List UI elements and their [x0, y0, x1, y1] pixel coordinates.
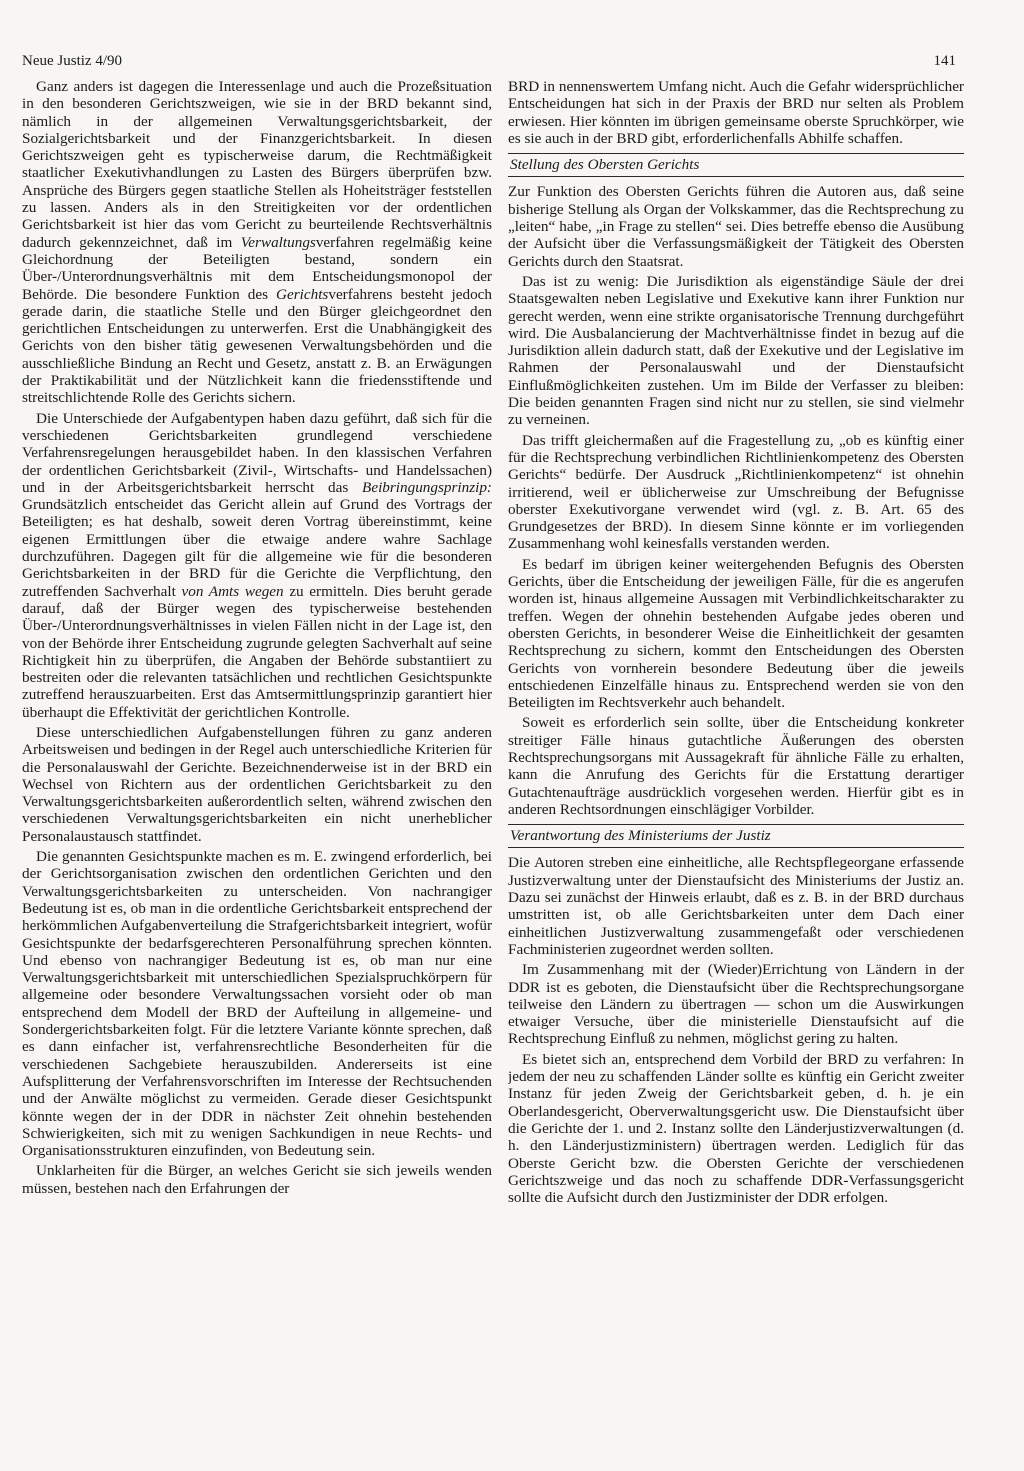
- paragraph: Es bedarf im übrigen keiner weitergehenden Befugnis des Obersten Gerichts, über die Entscheidung der jeweiligen Fälle, für die es angerufen worden ist, hinaus allgemeine Aussagen mit Verbindlichkeitscharakter zu treffen. Wegen der ohnehin bestehenden Aufgabe jedes oberen und obersten Gerichts, in besonderer Weise die Einheitlichkeit der gesamten Rechtsprechung zu sichern, kommt den Entscheidungen des Obersten Gerichts von vornherein besondere Bedeutung über die jeweils entschiedenen Einzelfälle hinaus zu. Entsprechend werden sie von den Beteiligten im Rechtsverkehr auch behandelt.: [508, 555, 964, 712]
- page-header: [22, 50, 956, 76]
- paragraph: Unklarheiten für die Bürger, an welches Gericht sie sich jeweils wenden müssen, bestehen nach den Erfahrungen der: [22, 1162, 492, 1197]
- emphasis: Gerichts: [276, 285, 329, 303]
- paragraph: Das ist zu wenig: Die Jurisdiktion als eigenständige Säule der drei Staatsgewalten neben Legislative und Exekutive kann ihrer Funktion nur gerecht werden, wenn eine strikte organisatorische Trennung durchgeführt wird. Die Ausbalancierung der Machtverhältnisse findet in bezug auf die Jurisdiktion allein dadurch statt, daß der Exekutive und der Legislative im Rahmen der Personalauswahl und der Dienstaufsicht Einflußmöglichkeiten zustehen. Um im Bilde der Verfasser zu bleiben: Die beiden genannten Fragen sind nicht nur zu stellen, sie sind vielmehr zu verneinen.: [508, 272, 964, 429]
- paragraph: Soweit es erforderlich sein sollte, über die Entscheidung konkreter streitiger Fälle hinaus gutachtliche Äußerungen des obersten Rechtsprechungsorgans mit Aussagekraft für ähnliche Fälle zu erhalten, kann die Anrufung des Gerichts für die Erstattung derartiger Gutachtenaufträge ausdrücklich vorgesehen werden. Hierfür gibt es in anderen Rechtsordnungen einschlägiger Vorbilder.: [508, 714, 964, 818]
- paragraph: Die Unterschiede der Aufgabentypen haben dazu geführt, daß sich für die verschiedenen Gerichtsbarkeiten grundlegend verschiedene Verfahrensregelungen herausgebildet haben. In den klassischen Verfahren der ordentlichen Gerichtsbarkeit (Zivil-, Wirtschafts- und Handelssachen) und in der Arbeitsgerichtsbarkeit herrscht das Beibringungsprinzip: Grundsätzlich entscheidet das Gericht allein auf Grund des Vortrags der Beteiligten; es hat deshalb, soweit deren Vortrag übereinstimmt, keine eigenen Ermittlungen über die etwaige andere wahre Sachlage durchzuführen. Dagegen gilt für die allgemeine wie für die besonderen Gerichtsbarkeiten in der BRD für die Gerichte die Verpflichtung, den zutreffenden Sachverhalt von Amts wegen zu ermitteln. Dies beruht gerade darauf, daß der Bürger wegen des typischerweise bestehenden Über-/Unterordnungsverhältnisses in vielen Fällen nicht in der Lage ist, den von der Behörde ihrer Entscheidung zugrunde gelegten Sachverhalt auf seine Richtigkeit hin zu überprüfen, die Angaben der Behörde substantiiert zu bestreiten oder die relevanten tatsächlichen und rechtlichen Gesichtspunkte zutreffend herauszuarbeiten. Erst das Amtsermittlungsprinzip garantiert hier überhaupt die Effektivität der gerichtlichen Kontrolle.: [22, 409, 492, 721]
- left-column: [22, 78, 492, 1431]
- emphasis: Verwaltungs: [240, 233, 316, 251]
- paragraph: Im Zusammenhang mit der (Wieder)Errichtung von Ländern in der DDR ist es geboten, die Dienstaufsicht über die Rechtsprechungsorgane teilweise den Ländern zu übertragen — schon um die Auswirkungen etwaiger Versuche, über die ministerielle Dienstaufsicht auf die Rechtsprechung Einfluß zu nehmen, möglichst gering zu halten.: [508, 961, 964, 1048]
- paragraph: BRD in nennenswertem Umfang nicht. Auch die Gefahr widersprüchlicher Entscheidungen hat sich in der Praxis der BRD nur selten als Problem erwiesen. Hier könnten im übrigen gemeinsame oberste Spruchkörper, wie es sie auch in der BRD gibt, erforderlichenfalls Abhilfe schaffen.: [508, 78, 964, 147]
- paragraph: Ganz anders ist dagegen die Interessenlage und auch die Prozeßsituation in den besonderen Gerichtszweigen, wie sie in der BRD bekannt sind, nämlich in der allgemeinen Verwaltungsgerichtsbarkeit, der Sozialgerichtsbarkeit und der Finanzgerichtsbarkeit. In diesen Gerichtszweigen geht es typischerweise darum, die Rechtmäßigkeit staatlicher Exekutivhandlungen zu Lasten des Bürgers überprüfen bzw. Ansprüche des Bürgers gegen staatliche Stellen als Hoheitsträger feststellen zu lassen. Anders als in den Streitigkeiten vor der ordentlichen Gerichtsbarkeit ist hier das vom Gericht zu beurteilende Rechtsverhältnis dadurch gekennzeichnet, daß im Verwaltungsverfahren regelmäßig keine Gleichordnung der Beteiligten bestand, sondern ein Über-/Unterordnungsverhältnis mit dem Entscheidungsmonopol der Behörde. Die besondere Funktion des Gerichtsverfahrens besteht jedoch gerade darin, die staatliche Stelle und den Bürger gleichgeordnet den gerichtlichen Entscheidungen zu unterwerfen. Erst die Unabhängigkeit des Gerichts von den bisher tätig gewesenen Verwaltungsbehörden und die ausschließliche Bindung an Recht und Gesetz, anstatt z. B. an Erwägungen der Praktikabilität und der Nützlichkeit kann die friedensstiftende und streitschlichtende Rolle des Gerichts sichern.: [22, 78, 492, 407]
- right-column: [508, 78, 964, 1431]
- paragraph: Die genannten Gesichtspunkte machen es m. E. zwingend erforderlich, bei der Gerichtsorganisation zwischen den ordentlichen Gerichten und den Verwaltungsgerichtsbarkeiten zu unterscheiden. Von nachrangiger Bedeutung ist es, ob man in die ordentliche Gerichtsbarkeit entsprechend der herkömmlichen Aufgabenverteilung die Strafgerichtsbarkeit integriert, wofür Gesichtspunkte der bedarfsgerechteren Personalführung sprechen könnten. Und ebenso von nachrangiger Bedeutung ist es, ob man nur eine Verwaltungsgerichtsbarkeit mit unterschiedlichen Spezialspruchkörpern für allgemeine oder besondere Verwaltungssachen vorsieht oder ob man entsprechend dem Modell der BRD der Aufteilung in allgemeine- und Sondergerichtsbarkeiten folgt. Für die letztere Variante könnte sprechen, daß es dann einfacher ist, verfahrensrechtliche Besonderheiten für die verschiedenen Sachgebiete herauszubilden. Andererseits ist eine Aufsplitterung der Verfahrensvorschriften im Interesse der Rechtsuchenden und der Anwälte möglichst zu vermeiden. Gerade dieser Gesichtspunkt könnte wegen der in der DDR in nächster Zeit ohnehin bestehenden Schwierigkeiten, sich mit zu wenigen Sachkundigen in neue Rechts- und Organisationsstrukturen einzufinden, von Bedeutung sein.: [22, 848, 492, 1160]
- paragraph: Die Autoren streben eine einheitliche, alle Rechtspflegeorgane erfassende Justizverwaltung unter der Dienstaufsicht des Ministeriums der Justiz an. Dazu sei zunächst der Hinweis erlaubt, daß es z. B. in der BRD durchaus umstritten ist, ob alle Gerichtsbarkeiten unter dem Dach einer einheitlichen Justizverwaltung zusammengefaßt oder verschiedenen Fachministerien zugeordnet werden sollten.: [508, 854, 964, 958]
- page-number: 141: [933, 53, 956, 69]
- journal-title: Neue Justiz 4/90: [22, 53, 122, 69]
- emphasis: von Amts wegen: [181, 582, 284, 600]
- section-heading-ministry: Verantwortung des Ministeriums der Justiz: [508, 824, 964, 848]
- paragraph: Diese unterschiedlichen Aufgabenstellungen führen zu ganz anderen Arbeitsweisen und bedingen in der Regel auch unterschiedliche Kriterien für die Personalauswahl der Gerichte. Bezeichnenderweise ist in der BRD ein Wechsel von Richtern aus der ordentlichen Gerichtsbarkeit zu den Verwaltungsgerichtsbarkeiten außerordentlich selten, während zwischen den verschiedenen Verwaltungsgerichtsbarkeiten ein nicht unerheblicher Personalaustausch stattfindet.: [22, 723, 492, 845]
- paragraph: Das trifft gleichermaßen auf die Fragestellung zu, „ob es künftig einer für die Rechtsprechung verbindlichen Richtlinienkompetenz des Obersten Gerichts“ bedürfe. Der Ausdruck „Richtlinienkompetenz“ ist ohnehin irritierend, weil er üblicherweise zur Umschreibung der Befugnisse oberster Exekutivorgane verwendet wird (vgl. z. B. Art. 65 des Grundgesetzes der BRD). In diesem Sinne könnte er im vorliegenden Zusammenhang wohl keinesfalls verstanden werden.: [508, 431, 964, 553]
- section-heading-supreme-court: Stellung des Obersten Gerichts: [508, 153, 964, 177]
- emphasis: Beibringungsprinzip:: [362, 478, 492, 496]
- paragraph: Zur Funktion des Obersten Gerichts führen die Autoren aus, daß seine bisherige Stellung als Organ der Volkskammer, das die Rechtsprechung zu „leiten“ habe, „in Frage zu stellen“ sei. Dies betreffe ebenso die Ausübung der Aufsicht über die Verfassungsmäßigkeit der Tätigkeit des Obersten Gerichts durch den Staatsrat.: [508, 183, 964, 270]
- paragraph: Es bietet sich an, entsprechend dem Vorbild der BRD zu verfahren: In jedem der neu zu schaffenden Länder sollte es künftig ein Gericht zweiter Instanz für jeden Zweig der Gerichtsbarkeit geben, d. h. je ein Oberlandesgericht, Oberverwaltungsgericht usw. Die Dienstaufsicht über die Gerichte der 1. und 2. Instanz sollte den Länderjustizverwaltungen (d. h. den Länderjustizministern) übertragen werden. Lediglich für das Oberste Gericht bzw. die Obersten Gerichte der verschiedenen Gerichtszweige und das noch zu schaffende DDR-Verfassungsgericht sollte die Aufsicht durch den Justizminister der DDR erfolgen.: [508, 1050, 964, 1207]
